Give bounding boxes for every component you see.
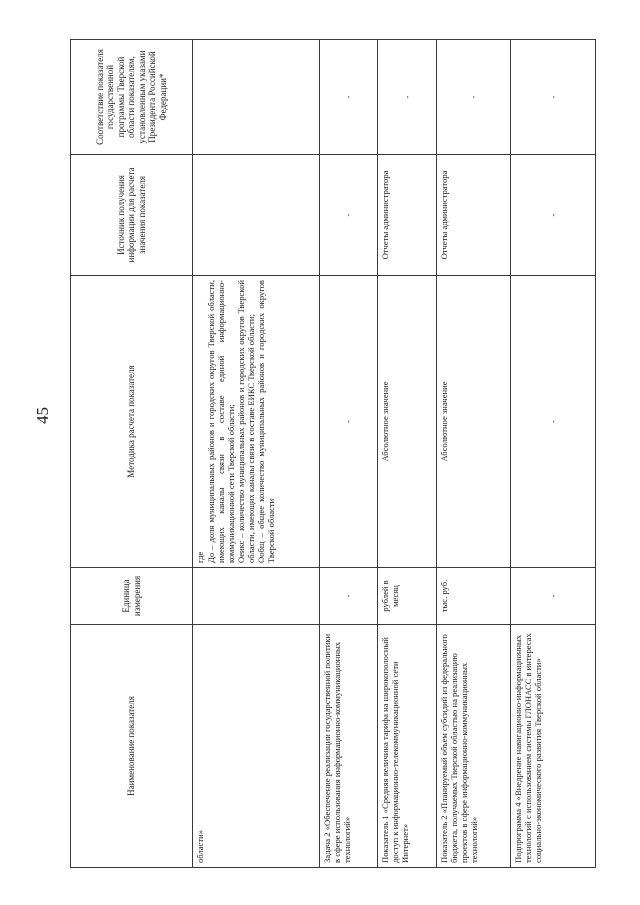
table-row — [511, 40, 596, 868]
formula-intro: где — [195, 551, 205, 563]
formula-line: До – доля муниципальных районов и городских округов Тверской области, имеющих каналы связи в составе единой информационно-коммуникационной сети Тверской области; — [206, 280, 237, 563]
row-method: - — [511, 276, 596, 568]
row-source: - — [511, 155, 596, 276]
table-row — [378, 40, 437, 868]
header-source: Источник получения информации для расчета значения показателя — [71, 155, 193, 276]
row-unit: - — [511, 568, 596, 625]
table-row — [193, 40, 320, 868]
header-compliance: Соответствие показателя государственной программы Тверской области показателям, установленным указами Президента Российской Федерации* — [71, 40, 193, 155]
header-method: Методика расчета показателя — [71, 276, 193, 568]
row-unit: - — [320, 568, 378, 625]
table-header-row — [71, 40, 193, 868]
row-source — [193, 155, 320, 276]
row-unit — [193, 568, 320, 625]
row-source: - — [320, 155, 378, 276]
row-compliance: - — [437, 40, 511, 155]
row-compliance: - — [320, 40, 378, 155]
formula-line: Ообщ – общее количество муниципальных районов и городских округов Тверской области — [256, 280, 277, 563]
row-compliance: - — [511, 40, 596, 155]
row-source: Отчеты администратора — [378, 155, 437, 276]
table-row — [320, 40, 378, 868]
rotated-table-frame — [70, 40, 595, 868]
page-number: 45 — [33, 407, 52, 424]
row-name: Показатель 2 «Планируемый объем субсидий из федерального бюджета, получаемых Тверской областью на реализацию проектов в сфере информационно-коммуникационных технологий» — [437, 625, 511, 868]
row-method: Абсолютное значение — [378, 276, 437, 568]
table-row — [437, 40, 511, 868]
row-unit: рублей в месяц — [378, 568, 437, 625]
header-name: Наименование показателя — [71, 625, 193, 868]
row-source: Отчеты администратора — [437, 155, 511, 276]
row-compliance: - — [378, 40, 437, 155]
header-unit: Единица измерения — [71, 568, 193, 625]
row-name: области» — [193, 625, 320, 868]
row-name: Подпрограмма 4 «Внедрение навигационно-информационных технологий с использованием системы ГЛОНАСС в интересах социально-экономического развития Тверской области» — [511, 625, 596, 868]
formula-line: Оeикс – количество муниципальных районов и городских округов Тверской области, имеющих каналы связи в составе ЕИКС Тверской области; — [236, 280, 257, 563]
row-compliance — [193, 40, 320, 155]
indicator-table — [70, 39, 596, 868]
row-method: - — [320, 276, 378, 568]
row-name: Показатель 1 «Средняя величина тарифа на широкополосный доступ к информационно-телекоммуникационной сети Интернет» — [378, 625, 437, 868]
row-method: Абсолютное значение — [437, 276, 511, 568]
formula-cell — [193, 276, 320, 568]
row-name: Задача 2 «Обеспечение реализации государственной политики в сфере использования информационно-коммуникационных технологий» — [320, 625, 378, 868]
row-unit: тыс. руб. — [437, 568, 511, 625]
